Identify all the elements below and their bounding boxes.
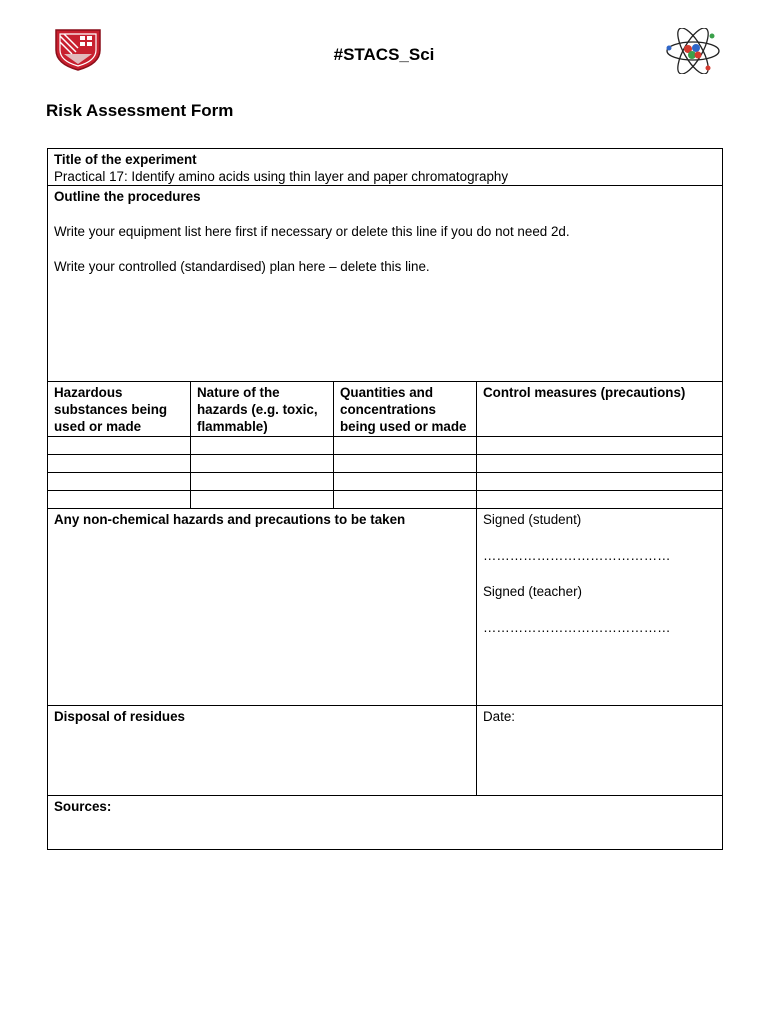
table-cell[interactable] [191, 491, 334, 509]
disposal-label: Disposal of residues [54, 709, 185, 724]
table-cell[interactable] [48, 491, 191, 509]
table-row [48, 491, 723, 509]
table-cell[interactable] [477, 437, 723, 455]
risk-assessment-table [47, 148, 723, 850]
table-cell[interactable] [191, 473, 334, 491]
table-cell[interactable] [334, 455, 477, 473]
col-hazardous-substances: Hazardous substances being used or made [48, 382, 191, 437]
non-chemical-row [48, 509, 723, 706]
procedures-row [48, 186, 723, 382]
procedures-label: Outline the procedures [54, 189, 201, 204]
header-title: #STACS_Sci [333, 45, 435, 64]
non-chemical-label: Any non-chemical hazards and precautions to be taken [54, 512, 406, 527]
sources-row [48, 796, 723, 850]
table-cell[interactable] [334, 437, 477, 455]
disposal-row [48, 706, 723, 796]
signatures-cell[interactable] [477, 509, 723, 706]
procedures-line-2: Write your controlled (standardised) plan here – delete this line. [54, 259, 430, 274]
atom-icon [664, 28, 722, 74]
col-nature-of-hazards: Nature of the hazards (e.g. toxic, flammable) [191, 382, 334, 437]
experiment-label: Title of the experiment [54, 152, 197, 167]
table-row [48, 473, 723, 491]
signed-teacher-label: Signed (teacher) [483, 584, 582, 599]
table-cell[interactable] [334, 473, 477, 491]
table-cell[interactable] [191, 455, 334, 473]
date-label: Date: [483, 709, 516, 724]
signed-student-line: …………………………………… [483, 548, 671, 563]
signed-teacher-line: …………………………………… [483, 620, 671, 635]
form-title: Risk Assessment Form [46, 101, 234, 120]
table-row [48, 455, 723, 473]
signed-student-label: Signed (student) [483, 512, 582, 527]
col-control-measures: Control measures (precautions) [477, 382, 723, 437]
sources-label: Sources: [54, 799, 112, 814]
experiment-row [48, 149, 723, 186]
table-cell[interactable] [477, 455, 723, 473]
hazards-header-row [48, 382, 723, 437]
table-cell[interactable] [191, 437, 334, 455]
table-cell[interactable] [48, 455, 191, 473]
date-cell[interactable] [477, 706, 723, 796]
col-quantities: Quantities and concentrations being used or made [334, 382, 477, 437]
table-cell[interactable] [334, 491, 477, 509]
sources-cell[interactable] [48, 796, 723, 850]
table-cell[interactable] [477, 491, 723, 509]
non-chemical-cell[interactable] [48, 509, 477, 706]
procedures-line-1: Write your equipment list here first if necessary or delete this line if you do not need 2d. [54, 224, 570, 239]
table-cell[interactable] [48, 473, 191, 491]
experiment-value: Practical 17: Identify amino acids using thin layer and paper chromatography [54, 169, 509, 184]
table-cell[interactable] [477, 473, 723, 491]
disposal-cell[interactable] [48, 706, 477, 796]
procedures-cell[interactable] [48, 186, 723, 382]
table-cell[interactable] [48, 437, 191, 455]
experiment-cell[interactable] [48, 149, 723, 186]
table-row [48, 437, 723, 455]
